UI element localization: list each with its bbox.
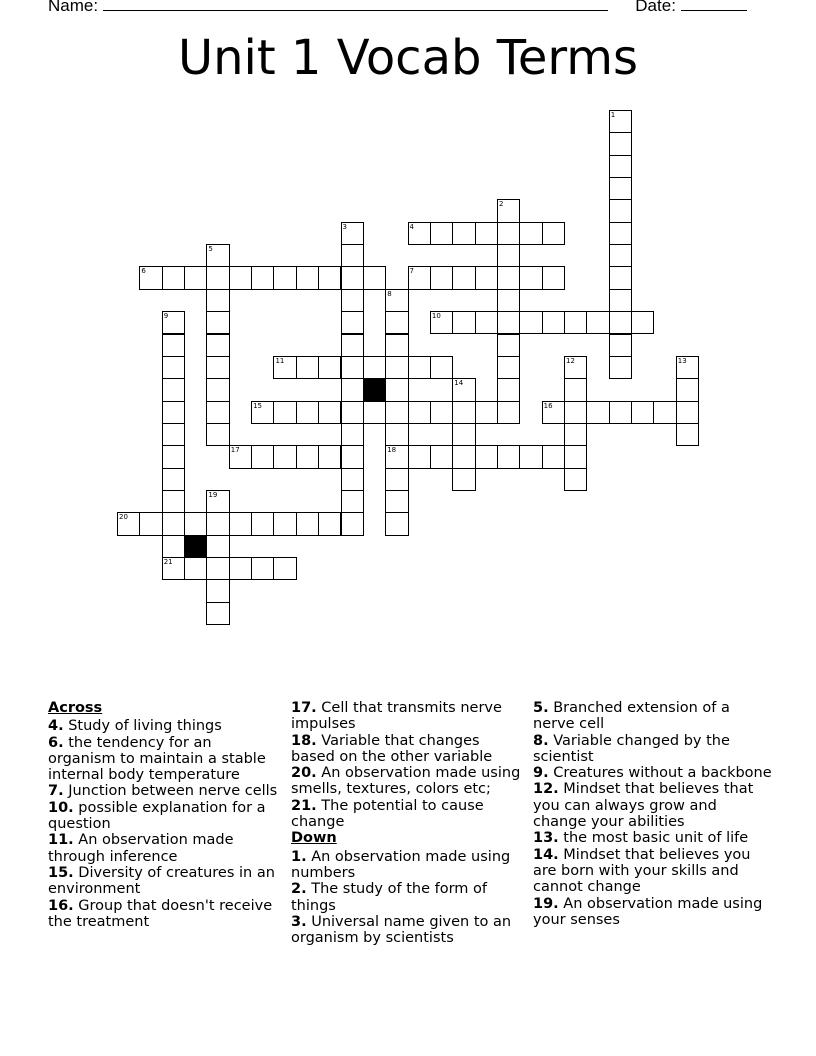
down-clue: 3. Universal name given to an organism by scientists — [291, 913, 512, 947]
grid-cell[interactable] — [564, 468, 587, 491]
grid-cell[interactable] — [273, 445, 296, 468]
grid-cell[interactable] — [162, 311, 185, 334]
clue-number: 3 — [342, 222, 347, 231]
clue-number: 18 — [387, 446, 397, 455]
clue-number: 17 — [230, 446, 240, 455]
across-clue: 11. An observation made through inference — [48, 832, 234, 865]
grid-cell[interactable] — [385, 423, 408, 446]
clue-number: 6. — [48, 734, 64, 751]
grid-cell[interactable] — [609, 356, 632, 379]
grid-cell[interactable] — [162, 468, 185, 491]
grid-cell[interactable] — [564, 445, 587, 468]
grid-cell[interactable] — [385, 289, 408, 312]
grid-cell[interactable] — [676, 423, 699, 446]
clue-number: 8 — [387, 289, 392, 298]
down-clue: 19. An observation made using your senses — [533, 895, 763, 928]
grid-cell[interactable] — [162, 557, 185, 580]
grid-cell[interactable] — [206, 289, 229, 312]
grid-cell[interactable] — [341, 311, 364, 334]
across-clue: 15. Diversity of creatures in an environment — [48, 864, 275, 898]
grid-cell[interactable] — [475, 401, 498, 424]
grid-cell[interactable] — [206, 401, 229, 424]
grid-cell[interactable] — [609, 155, 632, 178]
grid-cell[interactable] — [452, 311, 475, 334]
clue-number: 4. — [48, 718, 64, 735]
grid-cell[interactable] — [341, 289, 364, 312]
grid-cell[interactable] — [296, 266, 319, 289]
across-clue: 10. possible explanation for a question — [48, 799, 266, 833]
clue-number: 8. — [533, 732, 549, 749]
clue-number: 2. — [291, 881, 307, 898]
grid-cell[interactable] — [497, 244, 520, 267]
across-clue: 16. Group that doesn't receive the treatment — [48, 897, 273, 930]
down-clue: 8. Variable changed by the scientist — [533, 732, 730, 765]
grid-cell[interactable] — [497, 222, 520, 245]
grid-cell[interactable] — [497, 289, 520, 312]
clue-number: 14. — [533, 846, 559, 863]
clue-number: 12. — [533, 781, 559, 798]
clue-number: 20. — [291, 765, 317, 782]
grid-cell[interactable] — [139, 266, 162, 289]
grid-cell[interactable] — [296, 401, 319, 424]
grid-cell[interactable] — [385, 445, 408, 468]
grid-cell[interactable] — [206, 266, 229, 289]
grid-cell[interactable] — [341, 378, 364, 401]
grid-cell[interactable] — [162, 490, 185, 513]
grid-cell[interactable] — [430, 311, 453, 334]
grid-cell[interactable] — [184, 266, 207, 289]
black-cell — [184, 535, 207, 558]
grid-cell[interactable] — [519, 445, 542, 468]
grid-cell[interactable] — [609, 132, 632, 155]
clue-number: 19 — [208, 490, 218, 499]
grid-cell[interactable] — [408, 356, 431, 379]
grid-cell[interactable] — [609, 289, 632, 312]
grid-cell[interactable] — [430, 266, 453, 289]
clue-number: 17. — [291, 700, 317, 716]
grid-cell[interactable] — [631, 401, 654, 424]
grid-cell[interactable] — [564, 401, 587, 424]
clue-number: 5. — [533, 700, 549, 716]
grid-cell[interactable] — [430, 445, 453, 468]
down-clue: 2. The study of the form of things — [291, 881, 488, 914]
down-clue: 14. Mindset that believes you are born with your skills and cannot change — [533, 846, 751, 896]
grid-cell[interactable] — [162, 334, 185, 357]
grid-cell[interactable] — [229, 445, 252, 468]
clue-number: 16 — [543, 401, 553, 410]
down-clue: 1. An observation made using numbers — [291, 848, 511, 881]
clue-number: 6 — [141, 267, 146, 276]
clues-column-1 — [48, 700, 283, 930]
grid-cell[interactable] — [609, 401, 632, 424]
clue-number: 12 — [566, 356, 575, 365]
clue-number: 3. — [291, 913, 307, 930]
grid-cell[interactable] — [341, 490, 364, 513]
grid-cell[interactable] — [452, 222, 475, 245]
grid-cell[interactable] — [385, 512, 408, 535]
grid-cell[interactable] — [229, 512, 252, 535]
grid-cell[interactable] — [452, 445, 475, 468]
grid-cell[interactable] — [206, 423, 229, 446]
clue-number: 21. — [291, 797, 317, 814]
grid-cell[interactable] — [497, 334, 520, 357]
grid-cell[interactable] — [363, 401, 386, 424]
grid-cell[interactable] — [162, 512, 185, 535]
across-clue: 17. Cell that transmits nerve impulses — [291, 700, 502, 733]
grid-cell[interactable] — [341, 468, 364, 491]
grid-cell[interactable] — [475, 445, 498, 468]
grid-cell[interactable] — [206, 557, 229, 580]
grid-cell[interactable] — [385, 490, 408, 513]
grid-cell[interactable] — [676, 356, 699, 379]
clue-number: 7. — [48, 783, 64, 800]
grid-cell[interactable] — [475, 311, 498, 334]
grid-cell[interactable] — [206, 512, 229, 535]
grid-cell[interactable] — [206, 311, 229, 334]
grid-cell[interactable] — [385, 334, 408, 357]
grid-cell[interactable] — [251, 512, 274, 535]
grid-cell[interactable] — [385, 378, 408, 401]
grid-cell[interactable] — [341, 445, 364, 468]
grid-cell[interactable] — [542, 266, 565, 289]
grid-cell[interactable] — [206, 378, 229, 401]
grid-cell[interactable] — [341, 423, 364, 446]
grid-cell[interactable] — [497, 266, 520, 289]
clue-number: 1 — [610, 111, 616, 119]
grid-cell[interactable] — [273, 557, 296, 580]
clue-number: 10. — [48, 799, 74, 816]
grid-cell[interactable] — [542, 401, 565, 424]
grid-cell[interactable] — [273, 266, 296, 289]
grid-cell[interactable] — [408, 222, 431, 245]
grid-cell[interactable] — [296, 356, 319, 379]
grid-cell[interactable] — [162, 266, 185, 289]
grid-cell[interactable] — [385, 468, 408, 491]
clue-number: 11. — [48, 832, 74, 849]
grid-cell[interactable] — [184, 512, 207, 535]
clue-number: 14 — [454, 379, 464, 388]
clue-number: 11 — [275, 356, 285, 365]
grid-cell[interactable] — [206, 579, 229, 602]
grid-cell[interactable] — [564, 311, 587, 334]
clue-number: 13 — [677, 356, 687, 365]
clues-column-2 — [291, 700, 526, 946]
grid-cell[interactable] — [609, 311, 632, 334]
clue-number: 2 — [498, 200, 504, 209]
grid-cell[interactable] — [318, 401, 341, 424]
grid-cell[interactable] — [206, 356, 229, 379]
grid-cell[interactable] — [564, 356, 587, 379]
across-clue: 4. Study of living things — [48, 718, 222, 735]
across-clue: 6. the tendency for an organism to maintain a stable internal body temperature — [48, 734, 266, 784]
clue-number: 15 — [253, 401, 263, 410]
grid-cell[interactable] — [341, 266, 364, 289]
grid-cell[interactable] — [206, 334, 229, 357]
grid-cell[interactable] — [296, 445, 319, 468]
grid-cell[interactable] — [251, 401, 274, 424]
grid-cell[interactable] — [542, 445, 565, 468]
clue-number: 1. — [291, 848, 307, 865]
grid-cell[interactable] — [497, 199, 520, 222]
grid-cell[interactable] — [363, 356, 386, 379]
grid-cell[interactable] — [408, 445, 431, 468]
grid-cell[interactable] — [452, 401, 475, 424]
grid-cell[interactable] — [408, 266, 431, 289]
grid-cell[interactable] — [206, 535, 229, 558]
grid-cell[interactable] — [229, 266, 252, 289]
clue-number: 18. — [291, 732, 317, 749]
clue-number: 13. — [533, 830, 559, 847]
grid-cell[interactable] — [475, 222, 498, 245]
grid-cell[interactable] — [609, 110, 632, 133]
grid-cell[interactable] — [586, 311, 609, 334]
grid-cell[interactable] — [542, 311, 565, 334]
clues-column-3 — [533, 700, 773, 928]
grid-cell[interactable] — [162, 401, 185, 424]
down-clue: 13. the most basic unit of life — [533, 830, 749, 847]
down-clue: 12. Mindset that believes that you can always grow and change your abilities — [533, 781, 754, 831]
grid-cell[interactable] — [341, 512, 364, 535]
grid-cell[interactable] — [676, 401, 699, 424]
grid-cell[interactable] — [430, 222, 453, 245]
grid-cell[interactable] — [385, 356, 408, 379]
grid-cell[interactable] — [341, 356, 364, 379]
grid-cell[interactable] — [452, 468, 475, 491]
grid-cell[interactable] — [162, 378, 185, 401]
page-title: Unit 1 Vocab Terms — [177, 30, 639, 86]
grid-cell[interactable] — [609, 334, 632, 357]
across-clue: 21. The potential to cause change — [291, 797, 484, 831]
grid-cell[interactable] — [542, 222, 565, 245]
clue-number: 16. — [48, 897, 74, 914]
clue-number: 9. — [533, 765, 549, 782]
grid-cell[interactable] — [341, 401, 364, 424]
grid-cell[interactable] — [519, 266, 542, 289]
grid-cell[interactable] — [206, 490, 229, 513]
grid-cell[interactable] — [408, 401, 431, 424]
grid-cell[interactable] — [318, 512, 341, 535]
grid-cell[interactable] — [609, 177, 632, 200]
grid-cell[interactable] — [341, 222, 364, 245]
grid-cell[interactable] — [564, 378, 587, 401]
grid-cell[interactable] — [251, 445, 274, 468]
grid-cell[interactable] — [653, 401, 676, 424]
grid-cell[interactable] — [519, 222, 542, 245]
grid-cell[interactable] — [162, 423, 185, 446]
grid-cell[interactable] — [497, 311, 520, 334]
grid-cell[interactable] — [385, 311, 408, 334]
grid-cell[interactable] — [273, 401, 296, 424]
grid-cell[interactable] — [273, 512, 296, 535]
grid-cell[interactable] — [385, 401, 408, 424]
black-cell — [363, 378, 386, 401]
clue-number: 20 — [119, 513, 128, 522]
grid-cell[interactable] — [229, 557, 252, 580]
grid-cell[interactable] — [139, 512, 162, 535]
grid-cell[interactable] — [497, 401, 520, 424]
across-clue: 20. An observation made using smells, textures, colors etc; — [291, 765, 521, 798]
grid-cell[interactable] — [318, 445, 341, 468]
grid-cell[interactable] — [430, 401, 453, 424]
grid-cell[interactable] — [273, 356, 296, 379]
grid-cell[interactable] — [206, 602, 229, 625]
grid-cell[interactable] — [676, 378, 699, 401]
grid-cell[interactable] — [162, 535, 185, 558]
clue-number: 21 — [163, 558, 173, 566]
date-label: Date: — [635, 0, 676, 15]
grid-cell[interactable] — [609, 244, 632, 267]
clue-number: 7 — [409, 267, 415, 276]
grid-cell[interactable] — [318, 356, 341, 379]
grid-cell[interactable] — [609, 266, 632, 289]
name-label: Name: — [48, 0, 99, 15]
grid-cell[interactable] — [452, 423, 475, 446]
across-clue: 7. Junction between nerve cells — [48, 783, 278, 800]
clue-number: 5 — [208, 245, 213, 254]
across-heading: Across — [48, 700, 103, 716]
grid-cell[interactable] — [586, 401, 609, 424]
grid-cell[interactable] — [162, 356, 185, 379]
grid-cell[interactable] — [341, 244, 364, 267]
clue-number: 9 — [163, 312, 169, 321]
grid-cell[interactable] — [251, 557, 274, 580]
grid-cell[interactable] — [296, 512, 319, 535]
clue-number: 10 — [431, 312, 441, 321]
grid-cell[interactable] — [184, 557, 207, 580]
across-clue: 18. Variable that changes based on the other variable — [291, 732, 493, 765]
down-heading: Down — [291, 830, 337, 847]
down-clue: 5. Branched extension of a nerve cell — [533, 700, 730, 733]
grid-cell[interactable] — [631, 311, 654, 334]
clue-number: 4 — [409, 222, 415, 231]
grid-cell[interactable] — [475, 266, 498, 289]
grid-cell[interactable] — [497, 356, 520, 379]
grid-cell[interactable] — [206, 244, 229, 267]
grid-cell[interactable] — [497, 378, 520, 401]
grid-cell[interactable] — [117, 512, 140, 535]
grid-cell[interactable] — [564, 423, 587, 446]
grid-cell[interactable] — [430, 356, 453, 379]
grid-cell[interactable] — [162, 445, 185, 468]
grid-cell[interactable] — [497, 445, 520, 468]
down-clue: 9. Creatures without a backbone — [533, 765, 772, 782]
grid-cell[interactable] — [609, 222, 632, 245]
grid-cell[interactable] — [363, 266, 386, 289]
grid-cell[interactable] — [452, 266, 475, 289]
clue-number: 15. — [48, 864, 74, 881]
grid-cell[interactable] — [452, 378, 475, 401]
grid-cell[interactable] — [318, 266, 341, 289]
grid-cell[interactable] — [609, 199, 632, 222]
clue-number: 19. — [533, 895, 559, 912]
grid-cell[interactable] — [341, 334, 364, 357]
grid-cell[interactable] — [251, 266, 274, 289]
grid-cell[interactable] — [519, 311, 542, 334]
